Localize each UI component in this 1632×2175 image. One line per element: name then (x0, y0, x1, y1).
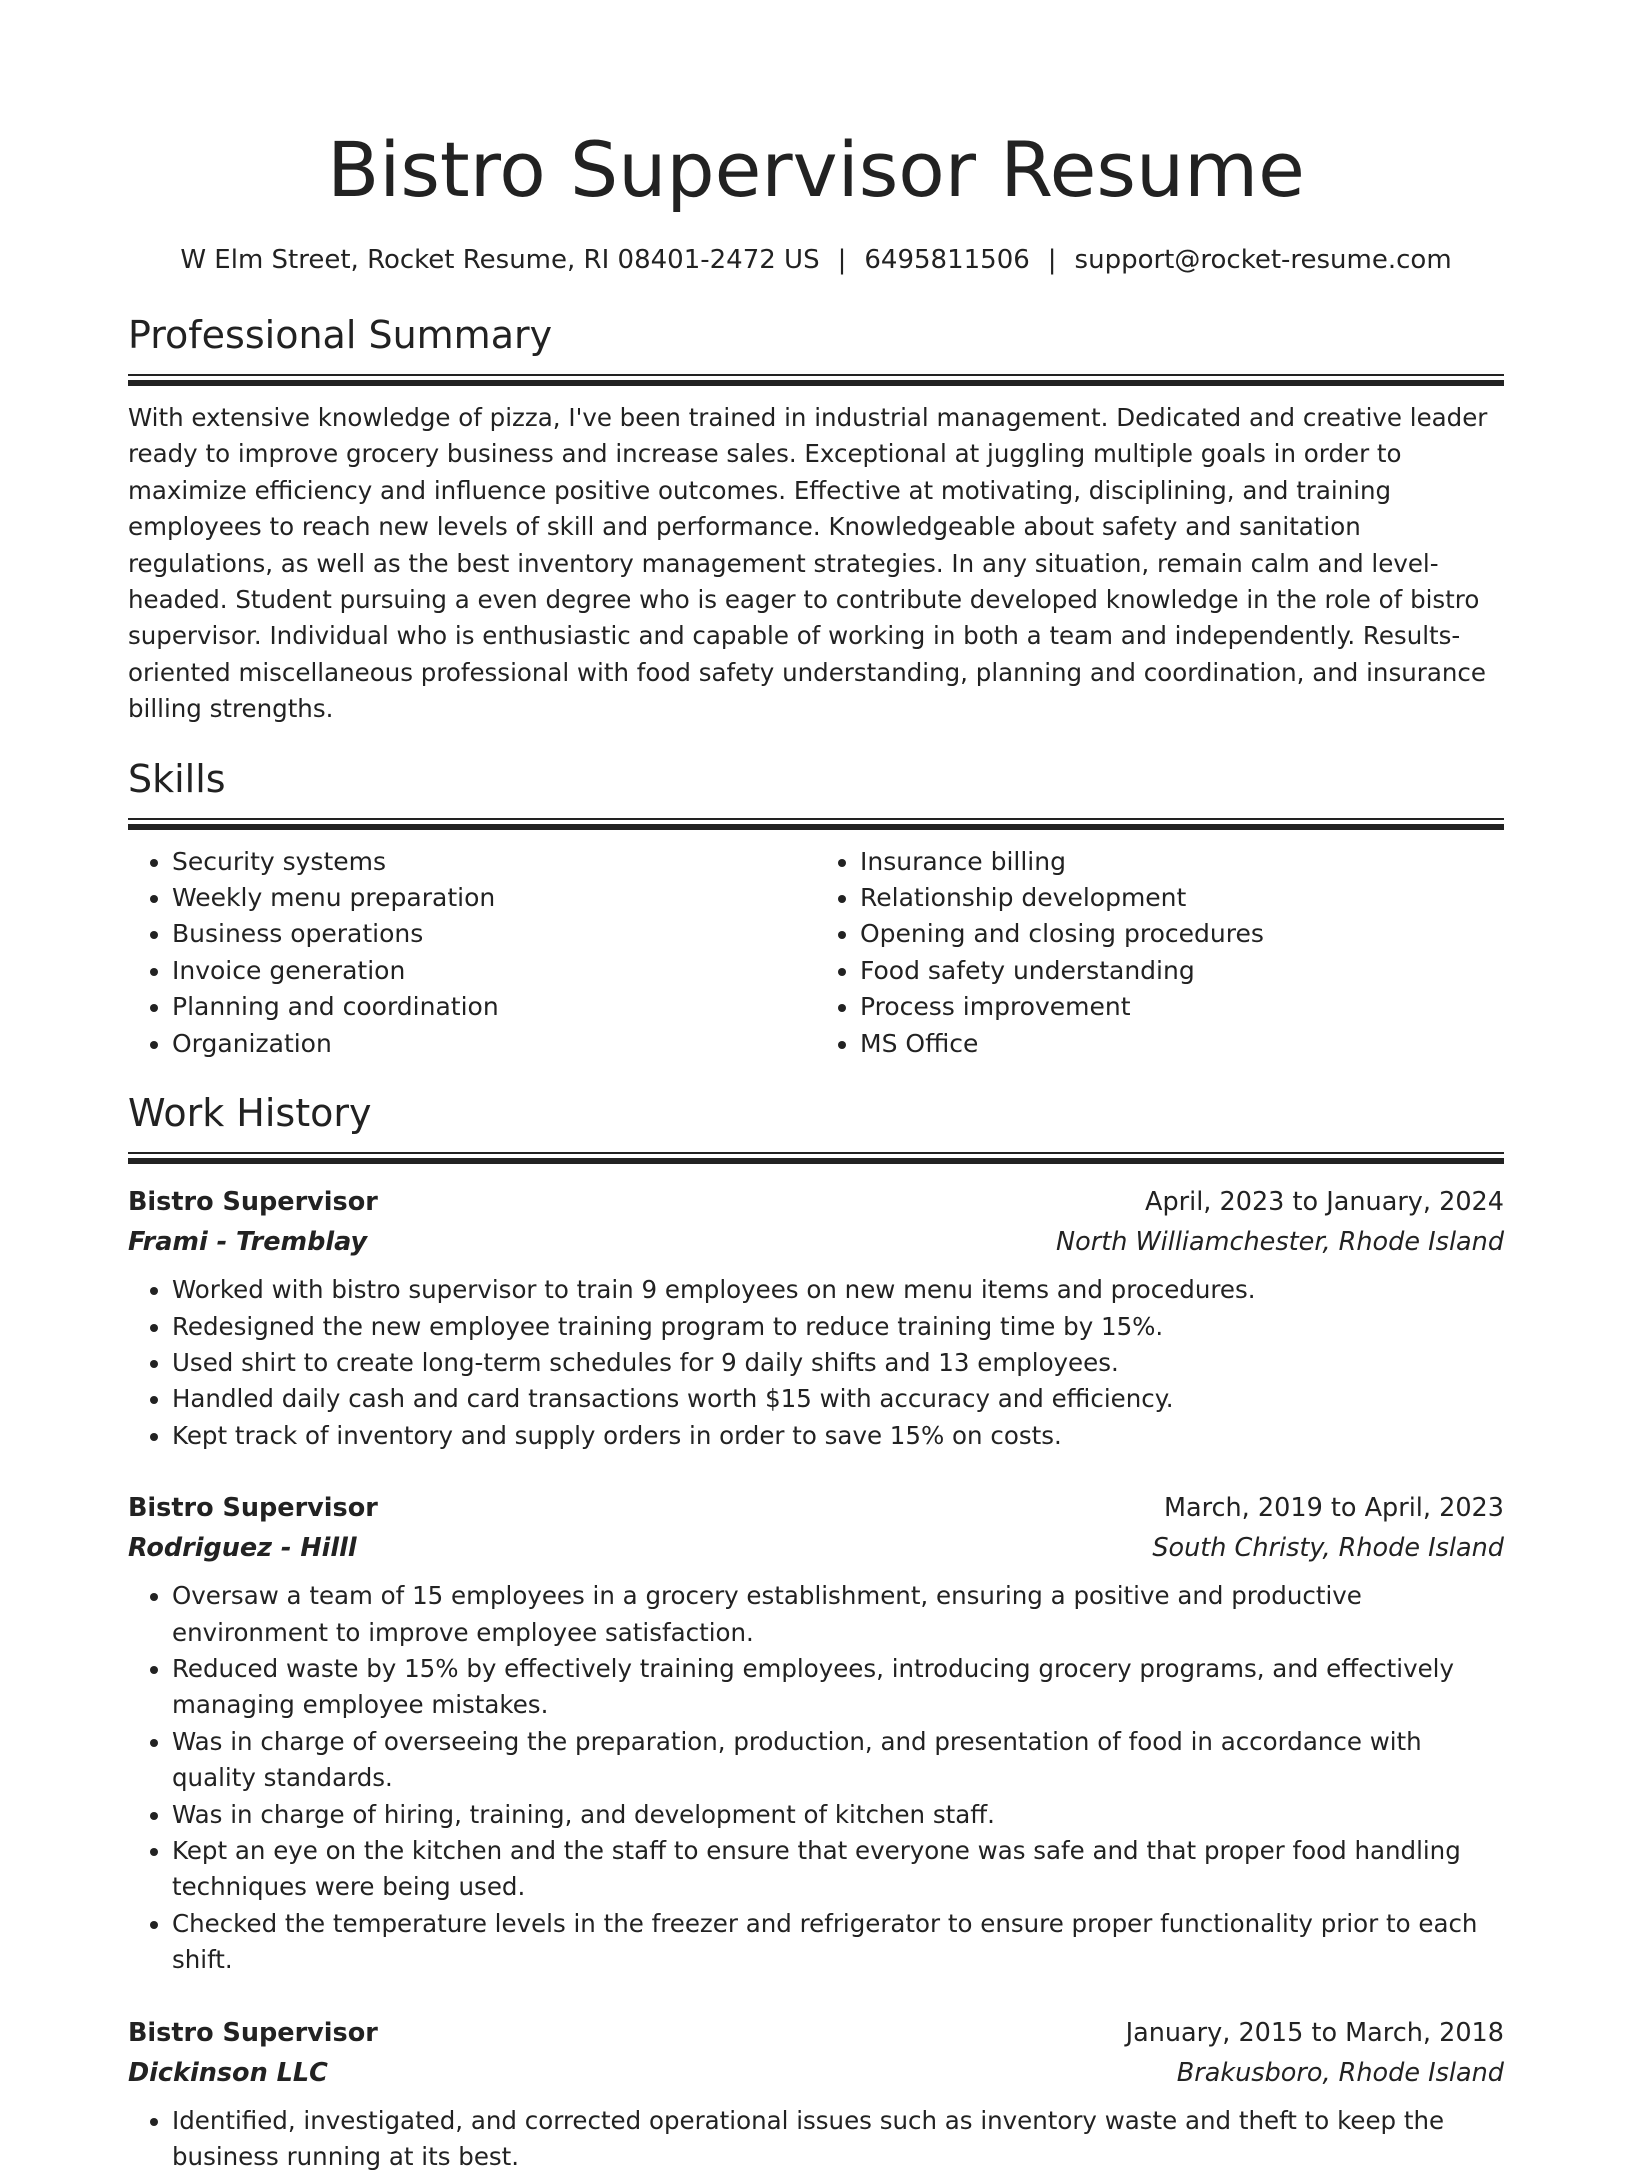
skill-item: • Process improvement (860, 989, 1504, 1025)
job-header (128, 1488, 1504, 1528)
job-bullet: • Worked with bistro supervisor to train 9 employees on new menu items and procedures. (172, 1272, 1504, 1308)
contact-line (128, 242, 1504, 278)
job-entry (128, 1488, 1504, 1978)
job-bullet: • Was in charge of hiring, training, and development of kitchen staff. (172, 1797, 1504, 1833)
job-bullets (128, 1578, 1504, 1978)
summary-heading: Professional Summary (128, 313, 553, 357)
job-location: Brakusboro, Rhode Island (1176, 2057, 1504, 2088)
job-bullet: • Used shirt to create long-term schedules for 9 daily shifts and 13 employees. (172, 1345, 1504, 1381)
job-dates: January, 2015 to March, 2018 (1125, 2017, 1504, 2048)
job-title: Bistro Supervisor (128, 1187, 378, 1218)
job-bullet: • Kept an eye on the kitchen and the staff to ensure that everyone was safe and that proper food handling techniques were being used. (172, 1833, 1504, 1906)
work-history-heading: Work History (128, 1091, 372, 1136)
contact-phone: 6495811506 (864, 245, 1030, 275)
job-subheader (128, 2053, 1504, 2093)
job-bullet: • Oversaw a team of 15 employees in a grocery establishment, ensuring a positive and productive environment to improve employee satisfaction. (172, 1578, 1504, 1651)
job-bullet: • Checked the temperature levels in the freezer and refrigerator to ensure proper functionality prior to each shift. (172, 1906, 1504, 1979)
job-bullet: • Was in charge of overseeing the preparation, production, and presentation of food in accordance with quality standards. (172, 1724, 1504, 1797)
job-bullets (128, 1272, 1504, 1454)
job-bullet: • Reduced waste by 15% by effectively training employees, introducing grocery programs, and effectively managing employee mistakes. (172, 1651, 1504, 1724)
job-company: Dickinson LLC (128, 2057, 328, 2088)
skills-column-right (816, 844, 1504, 1062)
section-divider (128, 818, 1504, 830)
summary-section (128, 310, 1504, 728)
contact-address: W Elm Street, Rocket Resume, RI 08401-2472 US (180, 245, 820, 275)
job-bullet: • Redesigned the new employee training program to reduce training time by 15%. (172, 1309, 1504, 1345)
contact-email: support@rocket-resume.com (1074, 245, 1452, 275)
job-bullet: • Identified, investigated, and corrected operational issues such as inventory waste and theft to keep the business running at its best. (172, 2103, 1504, 2175)
job-subheader (128, 1222, 1504, 1262)
skill-item: • Business operations (172, 916, 816, 952)
work-history-section (128, 1088, 1504, 2175)
skill-item: • Opening and closing procedures (860, 916, 1504, 952)
contact-separator: | (837, 245, 847, 275)
job-location: South Christy, Rhode Island (1152, 1533, 1504, 1564)
job-company: Rodriguez - Hilll (128, 1533, 357, 1564)
skill-item: • Invoice generation (172, 953, 816, 989)
job-bullets (128, 2103, 1504, 2175)
job-entry (128, 1182, 1504, 1454)
job-title: Bistro Supervisor (128, 2017, 378, 2048)
summary-text: With extensive knowledge of pizza, I've been trained in industrial management. Dedicated and creative leader ready to improve grocery business and increase sales. Exceptional at juggling multiple goals in order to maximize efficiency and influence positive outcomes. Effective at motivating, disciplining, and training employees to reach new levels of skill and performance. Knowledgeable about safety and sanitation regulations, as well as the best inventory management strategies. In any situation, remain calm and level-headed. Student pursuing a even degree who is eager to contribute developed knowledge in the role of bistro supervisor. Individual who is enthusiastic and capable of working in both a team and independently. Results-oriented miscellaneous professional with food safety understanding, planning and coordination, and insurance billing strengths. (128, 403, 1488, 724)
job-dates: March, 2019 to April, 2023 (1163, 1493, 1504, 1524)
section-divider (128, 374, 1504, 386)
contact-separator: | (1047, 245, 1057, 275)
job-location: North Williamchester, Rhode Island (1056, 1227, 1504, 1258)
job-bullet: • Kept track of inventory and supply orders in order to save 15% on costs. (172, 1418, 1504, 1454)
skill-item: • Food safety understanding (860, 953, 1504, 989)
skill-item: • Organization (172, 1026, 816, 1062)
skill-item: • Planning and coordination (172, 989, 816, 1025)
skill-item: • Relationship development (860, 880, 1504, 916)
skill-item: • Insurance billing (860, 844, 1504, 880)
job-entry (128, 2013, 1504, 2175)
skills-column-left (128, 844, 816, 1062)
job-header (128, 1182, 1504, 1222)
skill-item: • Security systems (172, 844, 816, 880)
job-bullet: • Handled daily cash and card transactions worth $15 with accuracy and efficiency. (172, 1381, 1504, 1417)
job-company: Frami - Tremblay (128, 1227, 368, 1258)
skill-item: • Weekly menu preparation (172, 880, 816, 916)
section-divider (128, 1152, 1504, 1164)
job-subheader (128, 1528, 1504, 1568)
skills-section (128, 754, 1504, 1062)
job-dates: April, 2023 to January, 2024 (1145, 1187, 1504, 1218)
resume-title: Bistro Supervisor Resume (327, 125, 1305, 214)
job-header (128, 2013, 1504, 2053)
skills-heading: Skills (128, 756, 226, 801)
skills-list (128, 844, 1504, 1062)
job-title: Bistro Supervisor (128, 1493, 378, 1524)
skill-item: • MS Office (860, 1026, 1504, 1062)
